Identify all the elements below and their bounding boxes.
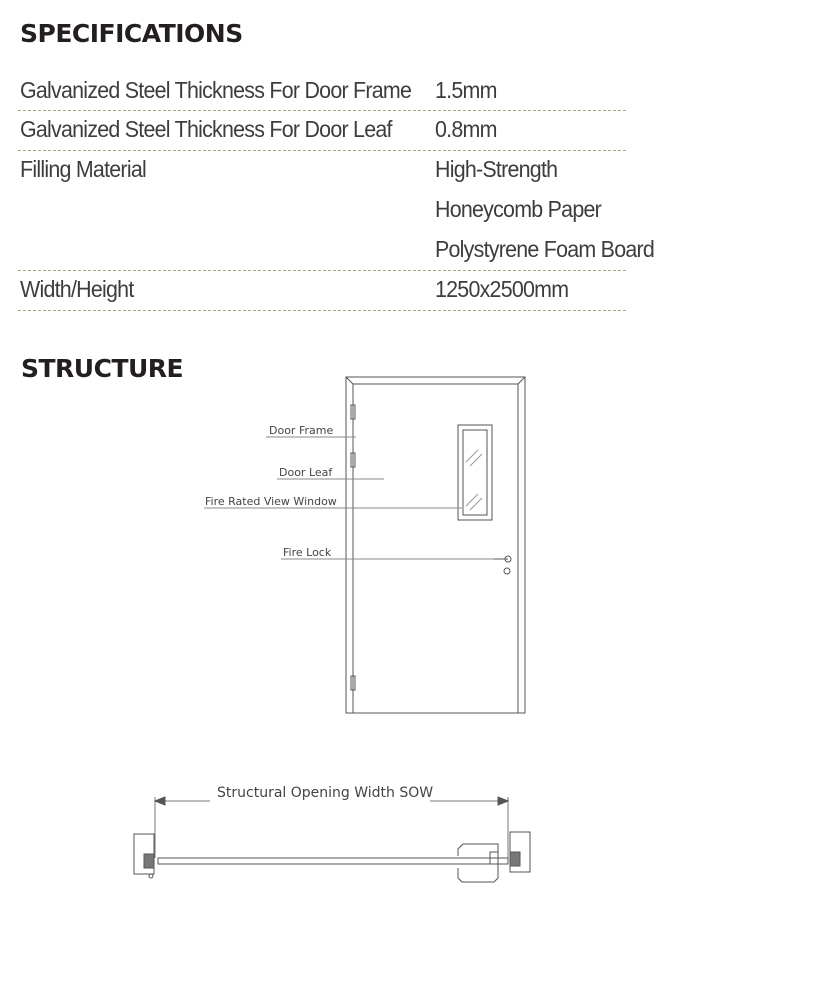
spec-value: 1250x2500mm bbox=[435, 276, 569, 302]
callout-fire-lock: Fire Lock bbox=[283, 546, 332, 559]
spec-value: High-Strength Honeycomb Paper Polystyrene Foam Board bbox=[435, 156, 655, 262]
callout-door-frame: Door Frame bbox=[269, 424, 334, 437]
plan-dimension-label: Structural Opening Width SOW bbox=[217, 785, 434, 801]
spec-label: Galvanized Steel Thickness For Door Frame bbox=[20, 77, 412, 103]
callout-door-leaf: Door Leaf bbox=[279, 466, 333, 479]
spec-value: 0.8mm bbox=[435, 116, 497, 142]
callout-view-window: Fire Rated View Window bbox=[205, 495, 337, 508]
spec-label: Width/Height bbox=[20, 276, 134, 302]
spec-value: 1.5mm bbox=[435, 77, 497, 103]
structure-heading: STRUCTURE bbox=[21, 354, 184, 383]
specifications-heading: SPECIFICATIONS bbox=[20, 19, 243, 48]
spec-label: Galvanized Steel Thickness For Door Leaf bbox=[20, 116, 392, 142]
spec-label: Filling Material bbox=[20, 156, 146, 182]
